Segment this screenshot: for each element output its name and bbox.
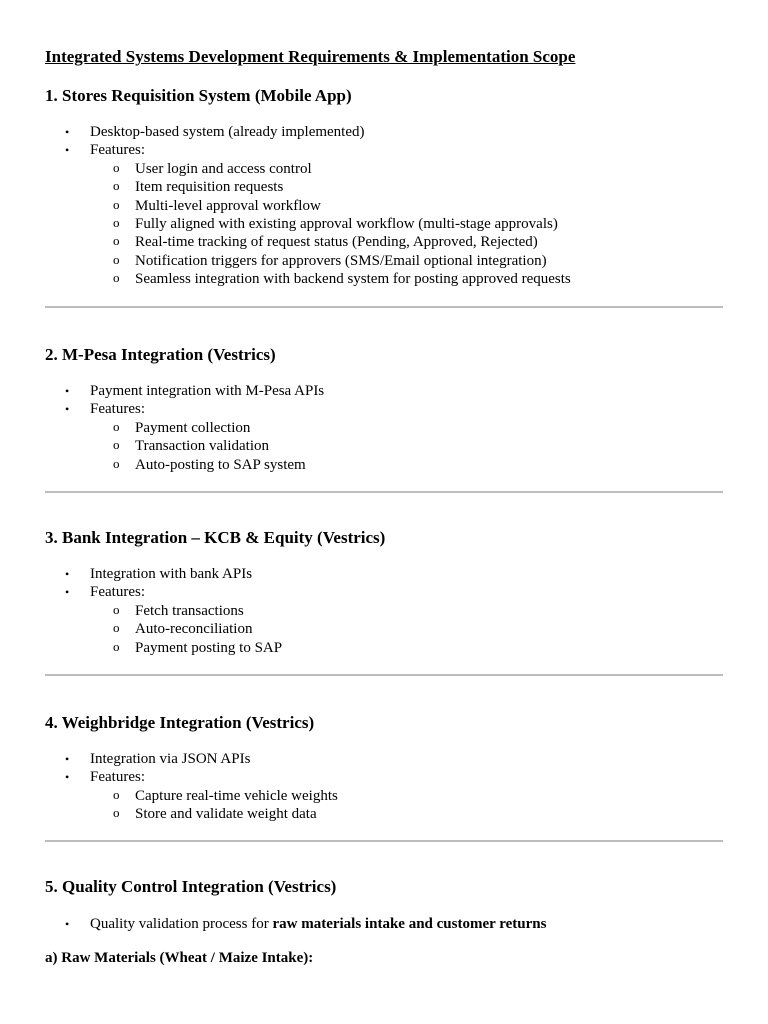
sub-bullet-icon: o [113,638,120,654]
section-heading: 3. Bank Integration – KCB & Equity (Vestrics) [45,528,386,547]
sub-bullet-icon: o [113,270,120,286]
list-item: o User login and access control [113,159,312,177]
horizontal-divider [45,674,723,676]
list-item: • Features: o Capture real-time vehicle weights o Store and validate weight data [45,768,723,823]
section-quality-control-integration [45,877,723,933]
list-item: • Quality validation process for raw materials intake and customer returns [65,916,547,932]
sub-bullet-icon: o [113,786,120,802]
bullet-icon: • [65,585,70,600]
list-item: • Features: o User login and access control o Item requisition requests o Multi-level approval workflow o Fully aligned with existing approval workflow (multi-stage approvals) o Real-time tracking of request status (Pending, Approved, Rejected) o Notification triggers for approvers (SMS/Email optional integration) o Seamless integration with backend system for posting approved requests [45,141,723,288]
list-item: o Real-time tracking of request status (Pending, Approved, Rejected) [113,233,538,251]
feature-list [45,602,723,657]
sub-bullet-icon: o [113,437,120,453]
section-heading: 5. Quality Control Integration (Vestrics) [45,877,337,896]
feature-list [45,787,723,824]
list-item: o Payment collection [113,418,251,436]
sub-bullet-icon: o [113,455,120,471]
bullet-icon: • [65,143,70,158]
section-heading: 2. M-Pesa Integration (Vestrics) [45,345,276,364]
bold-text: raw materials intake and customer returns [272,916,547,932]
horizontal-divider [45,491,723,493]
list-item: o Transaction validation [113,437,270,455]
list-item: o Notification triggers for approvers (SMS/Email optional integration) [113,251,547,269]
list-item: • Features: o Fetch transactions o Auto-reconciliation o Payment posting to SAP [45,583,723,657]
list-item: o Item requisition requests [113,178,284,196]
sub-bullet-icon: o [113,178,120,194]
bullet-icon: • [65,752,70,766]
sub-bullet-icon: o [113,805,120,821]
sub-bullet-icon: o [113,418,120,434]
sub-bullet-icon: o [113,601,120,617]
list-item: • Integration with bank APIs [65,566,253,582]
list-item: o Auto-reconciliation [113,620,253,638]
bullet-icon: • [65,567,70,581]
bullet-icon: • [65,402,70,417]
list-item: o Fully aligned with existing approval workflow (multi-stage approvals) [113,215,558,233]
sub-bullet-icon: o [113,233,120,249]
list-item: o Multi-level approval workflow [113,196,321,214]
sub-bullet-icon: o [113,159,120,175]
list-item: o Payment posting to SAP [113,638,283,656]
bullet-icon: • [65,384,70,398]
sub-bullet-icon: o [113,196,120,212]
bullet-icon: • [65,125,70,139]
list-item: o Seamless integration with backend system for posting approved requests [113,270,571,288]
raw-materials-subheading: a) Raw Materials (Wheat / Maize Intake): [45,950,314,966]
section-stores-requisition [45,86,723,289]
section-heading: 4. Weighbridge Integration (Vestrics) [45,713,315,732]
bullet-list [45,382,723,474]
bullet-list [45,123,723,289]
sub-bullet-icon: o [113,620,120,636]
feature-list [45,160,723,289]
section-weighbridge-integration [45,713,723,824]
sub-bullet-icon: o [113,215,120,231]
bullet-icon: • [65,770,70,785]
section-bank-integration [45,528,723,657]
list-item: • Payment integration with M-Pesa APIs [65,383,325,399]
list-item: o Store and validate weight data [113,805,317,823]
list-item: • Desktop-based system (already implemented) [65,124,365,140]
list-item: o Auto-posting to SAP system [113,455,306,473]
section-heading: 1. Stores Requisition System (Mobile App) [45,86,352,105]
bullet-list [45,565,723,657]
feature-list [45,419,723,474]
section-mpesa-integration [45,345,723,474]
list-item: o Fetch transactions [113,601,244,619]
horizontal-divider [45,306,723,308]
list-item: • Integration via JSON APIs [65,751,251,767]
horizontal-divider [45,840,723,842]
bullet-list [45,750,723,824]
sub-bullet-icon: o [113,251,120,267]
list-item: • Features: o Payment collection o Transaction validation o Auto-posting to SAP system [45,400,723,474]
bullet-icon: • [65,917,70,931]
document-title: Integrated Systems Development Requirements & Implementation Scope [45,47,576,66]
list-item: o Capture real-time vehicle weights [113,786,338,804]
bullet-list [45,915,723,933]
